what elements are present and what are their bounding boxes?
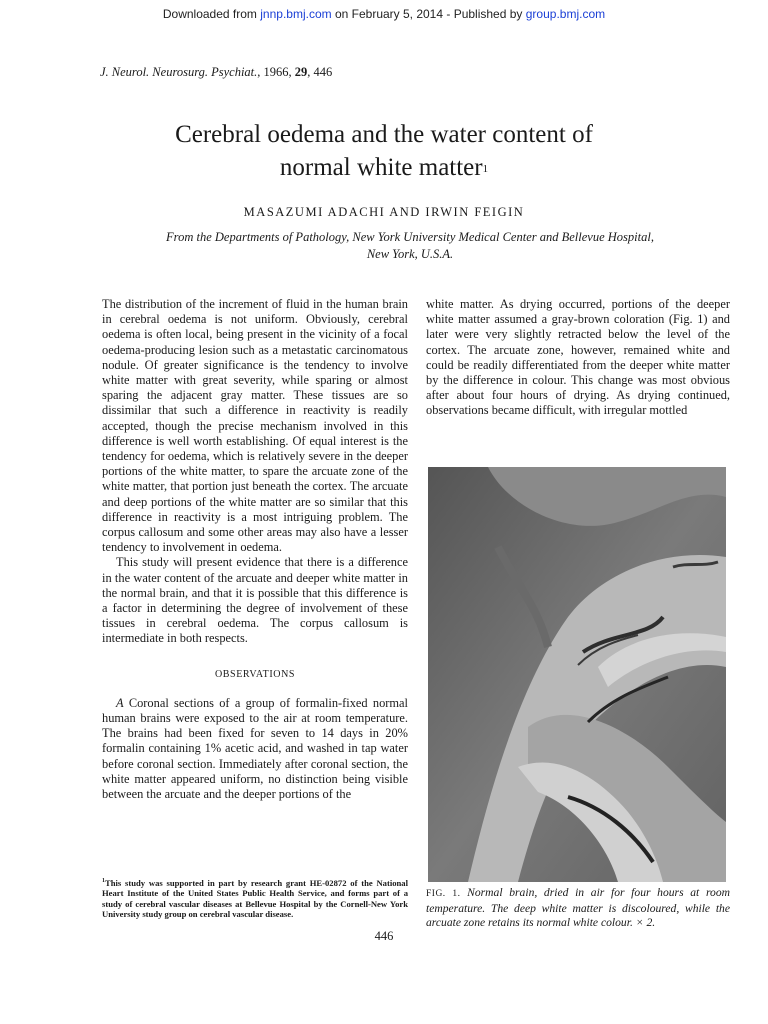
title-footnote-mark: 1 — [482, 163, 489, 175]
journal-site-link[interactable]: jnnp.bmj.com — [260, 7, 332, 21]
paragraph-study-aim: This study will present evidence that there is a difference in the water content of the arcuate and deeper white matter in the normal brain, and that it is possible that this difference is a factor in determining the degree of involvement of these tissues in cerebral oedema. The corpus callosum is intermediate in both respects. — [102, 555, 408, 646]
title-line-2: normal white matter — [279, 154, 483, 181]
figure-label: FIG. 1. — [426, 889, 461, 899]
observation-label: A — [116, 695, 124, 710]
paragraph-intro: The distribution of the increment of fluid in the human brain in cerebral oedema is not uniform. Obviously, cerebral oedema is often local, being present in the vicinity of a focal oedema-producing lesion such as a metastatic carcinomatous nodule. Of greater significance is the tendency to involve white matter with great severity, while sparing or almost sparing the adjacent gray matter. These tissues are so dissimilar that such a difference in reactivity is readily accepted, though the precise mechanism involved in this difference is well worth establishing. Of equal interest is the tendency for oedema, which is relatively severe in the deeper portions of the white matter, to spare the arcuate zone of the white matter, that portion just beneath the cortex. The arcuate and deep portions of the white matter are so similar that this difference in reactivity is a most intriguing problem. The corpus callosum and some other areas may also have a lesser tendency to involvement in oedema. — [102, 297, 408, 555]
download-prefix: Downloaded from — [162, 7, 261, 21]
brain-section-image — [428, 467, 726, 882]
title-line-1: Cerebral oedema and the water content of — [175, 121, 593, 148]
right-column — [426, 297, 730, 419]
download-middle: on February 5, 2014 - Published by — [331, 7, 526, 21]
section-heading-observations: OBSERVATIONS — [214, 668, 296, 680]
article-title — [0, 118, 768, 184]
journal-citation — [100, 65, 332, 80]
download-header — [0, 7, 768, 21]
citation-page: , 446 — [307, 65, 333, 79]
brain-photograph — [428, 467, 726, 882]
page-number: 446 — [374, 929, 394, 943]
publisher-link[interactable]: group.bmj.com — [525, 7, 606, 21]
observation-text: Coronal sections of a group of formalin-fixed normal human brains were exposed to the air at room temperature. The brains had been fixed for seven to 14 days in 20% formalin containing 1% acetic acid, and washed in tap water before coronal section. Immediately after coronal section, the white matter appeared uniform, no distinction being visible between the arcuate and the deeper portions of the — [102, 695, 408, 802]
footnote-mark: 1 — [102, 878, 105, 884]
paragraph-drying: white matter. As drying occurred, portions of the deeper white matter assumed a gray-brown coloration (Fig. 1) and later were very slightly retracted below the level of the cortex. The arcuate zone, however, remained white and could be readily differentiated from the deeper white matter by the difference in colour. This change was most obvious after about four hours of drying. As drying continued, observations became difficult, with irregular mottled — [426, 297, 730, 418]
left-column — [102, 297, 408, 802]
article-authors: MASAZUMI ADACHI AND IRWIN FEIGIN — [243, 205, 525, 219]
figure-caption — [426, 886, 730, 931]
affiliation-line-1: From the Departments of Pathology, New York University Medical Center and Bellevue Hospital, — [166, 230, 654, 244]
paragraph-observation-a — [102, 696, 408, 802]
citation-volume: 29 — [294, 65, 308, 79]
figure-caption-text: Normal brain, dried in air for four hours at room temperature. The deep white matter is discoloured, while the arcuate zone retains its normal white colour. × 2. — [426, 886, 730, 929]
footnote — [102, 876, 408, 919]
citation-year: , 1966, — [257, 65, 295, 79]
footnote-text: This study was supported in part by research grant HE-02872 of the National Heart Institute of the United States Public Health Service, and forms part of a study of cerebral vascular diseases at Bellevue Hospital by the Cornell-New York University study group on cerebral vascular disease. — [102, 877, 408, 920]
citation-journal: J. Neurol. Neurosurg. Psychiat. — [100, 65, 258, 79]
author-affiliation — [118, 229, 702, 263]
affiliation-line-2: New York, U.S.A. — [366, 247, 454, 261]
